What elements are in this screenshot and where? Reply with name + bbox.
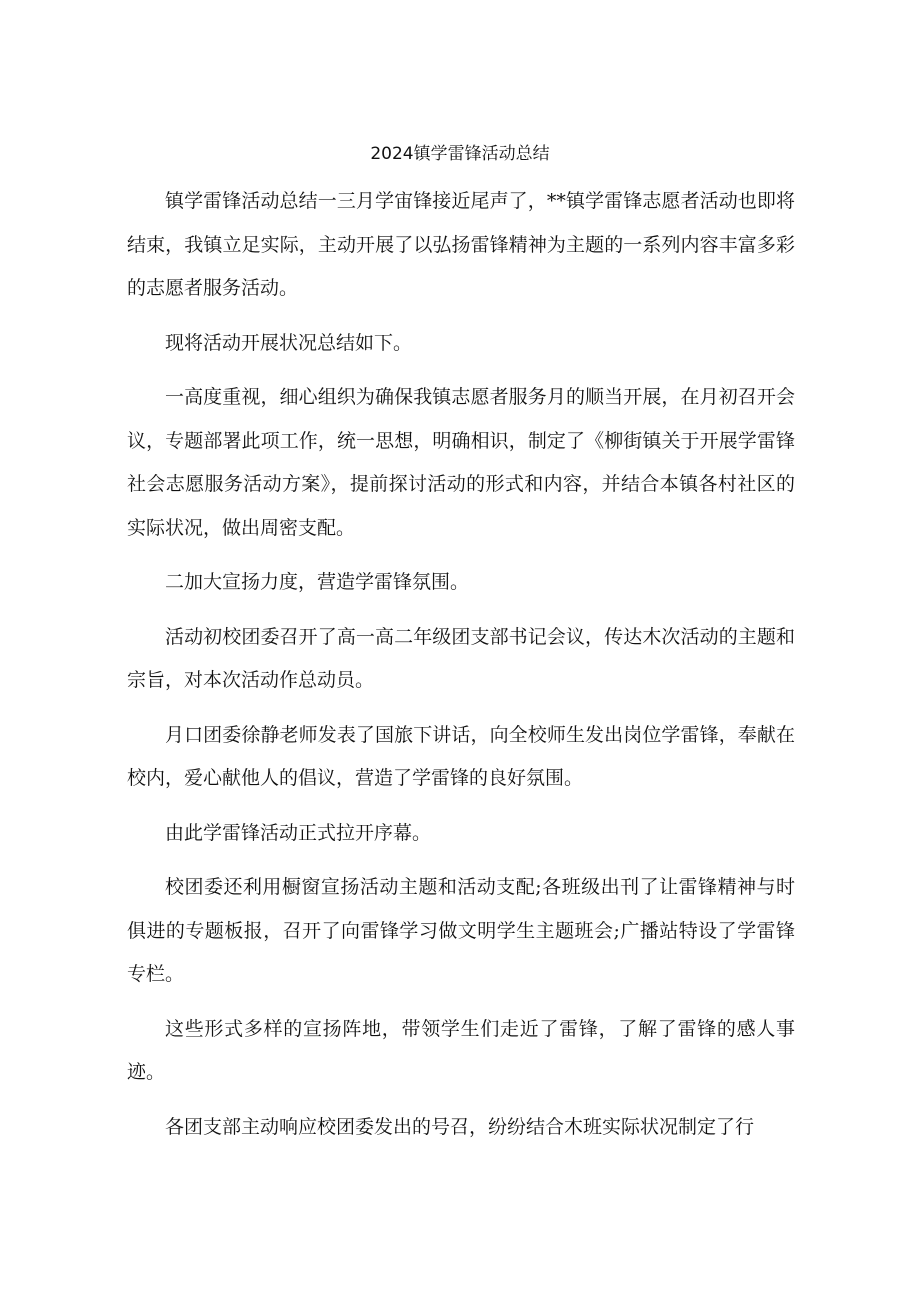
paragraph: 活动初校团委召开了高一高二年级团支部书记会议，传达木次活动的主题和宗旨，对本次活动作总动员。	[127, 625, 795, 691]
paragraph: 由此学雷锋活动正式拉开序幕。	[165, 821, 432, 844]
paragraph: 这些形式多样的宣扬阵地，带领学生们走近了雷锋，了解了雷锋的感人事迹。	[127, 1017, 795, 1083]
paragraph: 校团委还利用橱窗宣扬活动主题和活动支配;各班级出刊了让雷锋精神与时俱进的专题板报，召开了向雷锋学习做文明学生主题班会;广播站特设了学雷锋专栏。	[127, 876, 795, 985]
paragraph: 二加大宣扬力度，营造学雷锋氛围。	[165, 571, 470, 593]
document-title: 2024镇学雷锋活动总结	[370, 144, 550, 164]
paragraph: 一高度重视，细心组织为确保我镇志愿者服务月的顺当开展，在月初召开会议，专题部署此项工作，统一思想，明确相识，制定了《柳街镇关于开展学雷锋社会志愿服务活动方案》，提前探讨活动的形式和内容，并结合本镇各村社区的实际状况，做出周密支配。	[127, 386, 795, 539]
document-body	[127, 180, 795, 1160]
paragraph: 各团支部主动响应校团委发出的号召，纷纷结合木班实际状况制定了行	[165, 1115, 755, 1138]
paragraph: 现将活动开展状况总结如下。	[165, 331, 413, 354]
paragraph: 月口团委徐静老师发表了国旅下讲话，向全校师生发出岗位学雷锋，奉献在校内，爱心献他人的倡议，营造了学雷锋的良好氛围。	[127, 723, 795, 789]
paragraph: 镇学雷锋活动总结一三月学宙锋接近尾声了，**镇学雷锋志愿者活动也即将结束，我镇立足实际，主动开展了以弘扬雷锋精神为主题的一系列内容丰富多彩的志愿者服务活动。	[127, 190, 795, 299]
